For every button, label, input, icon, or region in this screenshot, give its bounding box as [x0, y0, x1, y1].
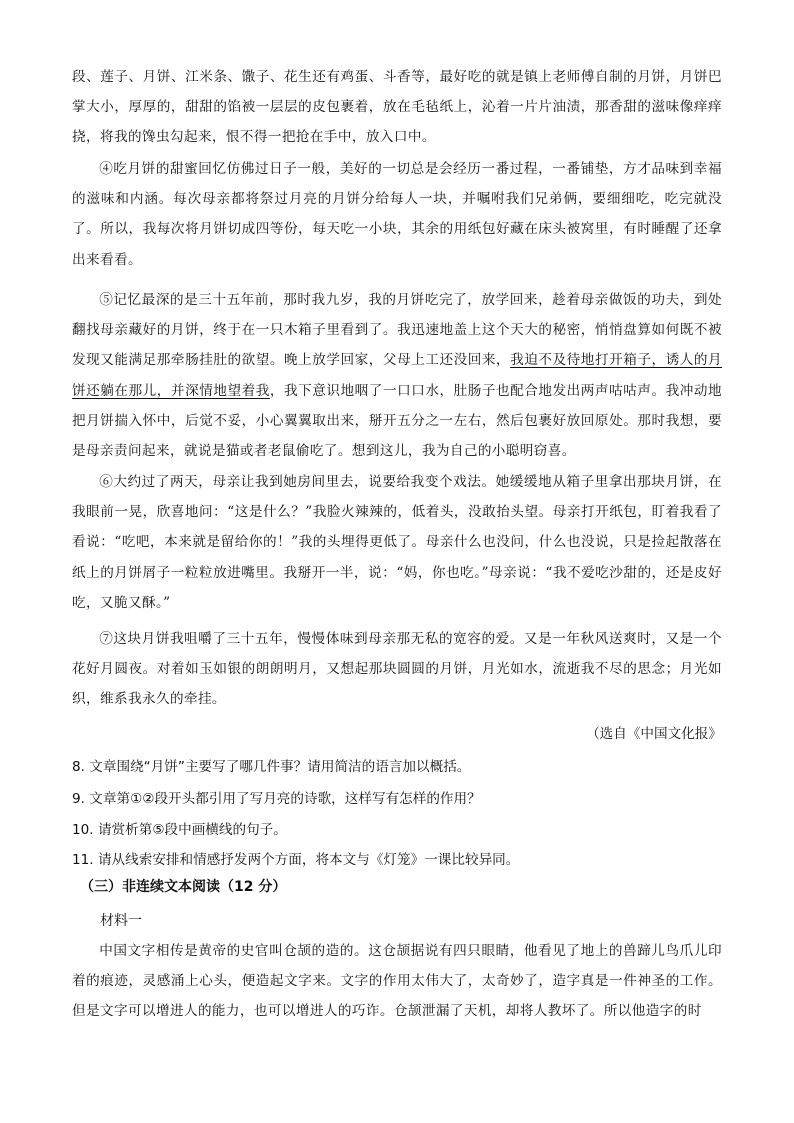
- question-11: 11. 请从线索安排和情感抒发两个方面，将本文与《灯笼》一课比较异同。: [72, 852, 520, 868]
- question-9: 9. 文章第①②段开头都引用了写月亮的诗歌，这样写有怎样的作用？: [72, 791, 481, 807]
- question-10: 10. 请赏析第⑤段中画横线的句子。: [72, 822, 287, 838]
- paragraph-5-part-a: ⑤记忆最深的是三十五年前，那时我九岁，我的月饼吃完了，放学回来，趁着母亲做饭的功夫，到处翻找母亲藏好的月饼，终于在一只木箱子里看到了。我迅速地盖上这个天大的秘密，悄悄盘算如何既不被发现又能满足那牵肠挂肚的欲望。晚上放学回家，父母上工还没回来，: [72, 292, 722, 369]
- paragraph-5: [72, 285, 722, 466]
- material-label: 材料一: [100, 913, 142, 929]
- section-heading: （三）非连续文本阅读（12 分）: [80, 879, 287, 895]
- source-citation: （选自《中国文化报》: [586, 726, 722, 742]
- material-1-text: 中国文字相传是黄帝的史官叫仓颉的造的。这仓颉据说有四只眼睛，他看见了地上的兽蹄儿鸟爪儿印着的痕迹，灵感涌上心头，便造起文字来。文字的作用太伟大了，太奇妙了，造字真是一件神圣的工作。但是文字可以增进人的能力，也可以增进人的巧诈。仓颉泄漏了天机，却将人教坏了。所以他造字的时: [72, 943, 722, 1020]
- paragraph-5-part-b: ，我下意识地咽了一口口水，肚肠子也配合地发出两声咕咕声。我冲动地把月饼揣入怀中，后觉不妥，小心翼翼取出来，掰开五分之一左右，然后包裹好放回原处。那时我想，要是母亲责问起来，就说是猫或者老鼠偷吃了。想到这儿，我为自己的小聪明窃喜。: [72, 382, 722, 460]
- paragraph-6: ⑥大约过了两天，母亲让我到她房间里去，说要给我变个戏法。她缓缓地从箱子里拿出那块月饼，在我眼前一晃，欣喜地问：“这是什么？”我脸火辣辣的，低着头，没敢抬头望。母亲打开纸包，盯着我看了看说：“吃吧，本来就是留给你的！”我的头埋得更低了。母亲什么也没问，什么也没说，只是捡起散落在纸上的月饼屑子一粒粒放进嘴里。我掰开一半，说：“妈，你也吃。”母亲说：“我不爱吃沙甜的，还是皮好吃，又脆又酥。”: [72, 474, 722, 611]
- paragraph-7: ⑦这块月饼我咀嚼了三十五年，慢慢体味到母亲那无私的宽容的爱。又是一年秋风送爽时，又是一个花好月圆夜。对着如玉如银的朗朗明月，又想起那块圆圆的月饼，月光如水，流逝我不尽的思念；月光如织，维系我永久的牵挂。: [72, 631, 722, 708]
- question-8: 8. 文章围绕“月饼”主要写了哪几件事？请用简洁的语言加以概括。: [72, 759, 471, 775]
- underlined-sentence: 我迫不及待地打开箱子，诱人的月饼还躺在那儿，并深情地望着我: [72, 352, 723, 399]
- paragraph-3-continued: 段、莲子、月饼、江米条、馓子、花生还有鸡蛋、斗香等，最好吃的就是镇上老师傅自制的月饼，月饼巴掌大小，厚厚的，甜甜的馅被一层层的皮包裹着，放在毛毡纸上，沁着一片片油渍，那香甜的滋味像痒痒挠，将我的馋虫勾起来，恨不得一把抢在手中，放入口中。: [72, 69, 722, 146]
- paragraph-4: ④吃月饼的甜蜜回忆仿佛过日子一般，美好的一切总是会经历一番过程，一番铺垫，方才品味到幸福的滋味和内涵。每次母亲都将祭过月亮的月饼分给每人一块，并嘱咐我们兄弟俩，要细细吃，吃完就没了。所以，我每次将月饼切成四等份，每天吃一小块，其余的用纸包好藏在床头被窝里，有时睡醒了还拿出来看看。: [72, 161, 722, 268]
